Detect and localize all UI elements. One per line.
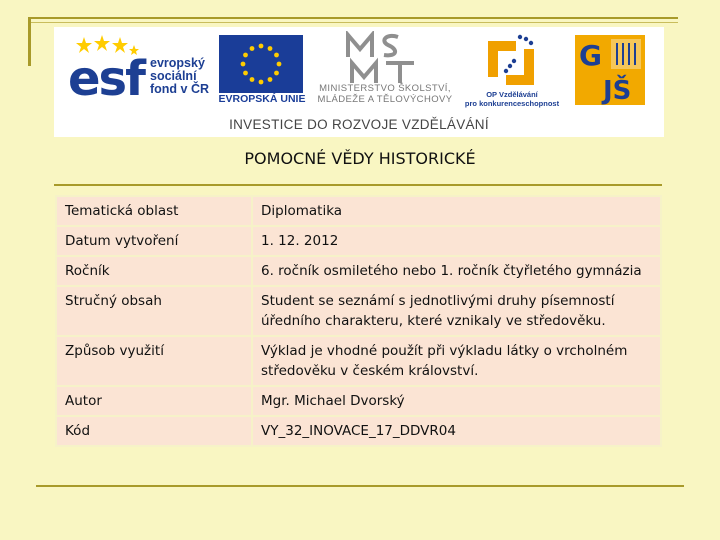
decorative-top-rule-thin [31, 22, 678, 23]
row-label: Způsob využití [56, 336, 252, 386]
decorative-left-rule [28, 18, 31, 66]
esf-logo-text [150, 57, 209, 96]
msmt-logo-text [310, 83, 460, 105]
op-vzdelavani-logo-icon [480, 33, 542, 93]
esf-line-2: sociální [150, 69, 197, 83]
row-value: 6. ročník osmiletého nebo 1. ročník čtyřletého gymnázia [252, 256, 661, 286]
table-row [56, 196, 661, 226]
row-label: Tematická oblast [56, 196, 252, 226]
esf-line-3: fond v ČR [150, 82, 210, 96]
row-label: Autor [56, 386, 252, 416]
esf-line-1: evropský [150, 56, 205, 70]
msmt-line-2: MLÁDEŽE A TĚLOVÝCHOVY [317, 94, 453, 105]
gjs-mark-2: JŠ [603, 76, 632, 105]
row-label: Stručný obsah [56, 286, 252, 336]
op-line-1: OP Vzdělávání [486, 90, 538, 99]
op-vzdelavani-text [462, 90, 562, 108]
school-gjs-logo-icon [575, 35, 645, 105]
eu-flag-icon [219, 35, 303, 93]
funding-logo-banner [54, 27, 664, 137]
table-row [56, 226, 661, 256]
investice-slogan: INVESTICE DO ROZVOJE VZDĚLÁVÁNÍ [229, 117, 489, 132]
row-label: Kód [56, 416, 252, 446]
table-row [56, 256, 661, 286]
op-line-2: pro konkurenceschopnost [464, 99, 560, 108]
page-title: POMOCNÉ VĚDY HISTORICKÉ [244, 149, 476, 168]
row-value: 1. 12. 2012 [252, 226, 661, 256]
gjs-mark-1: G [579, 39, 602, 72]
table-row [56, 286, 661, 336]
row-value: Diplomatika [252, 196, 661, 226]
row-value: VY_32_INOVACE_17_DDVR04 [252, 416, 661, 446]
row-value: Student se seznámí s jednotlivými druhy písemností úředního charakteru, které vznikaly ve středověku. [252, 286, 661, 336]
metadata-table [55, 195, 662, 447]
title-divider [54, 184, 662, 186]
esf-logo-mark: esf [68, 51, 145, 107]
table-row [56, 336, 661, 386]
row-value: Výklad je vhodné použít při výkladu látky o vrcholném středověku v českém království. [252, 336, 661, 386]
table-row [56, 386, 661, 416]
eu-caption: EVROPSKÁ UNIE [218, 93, 306, 105]
row-label: Ročník [56, 256, 252, 286]
row-value: Mgr. Michael Dvorský [252, 386, 661, 416]
decorative-top-rule [28, 17, 678, 19]
msmt-logo-icon [342, 31, 422, 87]
row-label: Datum vytvoření [56, 226, 252, 256]
bottom-divider [36, 485, 684, 487]
msmt-line-1: MINISTERSTVO ŠKOLSTVÍ, [319, 83, 451, 94]
table-row [56, 416, 661, 446]
